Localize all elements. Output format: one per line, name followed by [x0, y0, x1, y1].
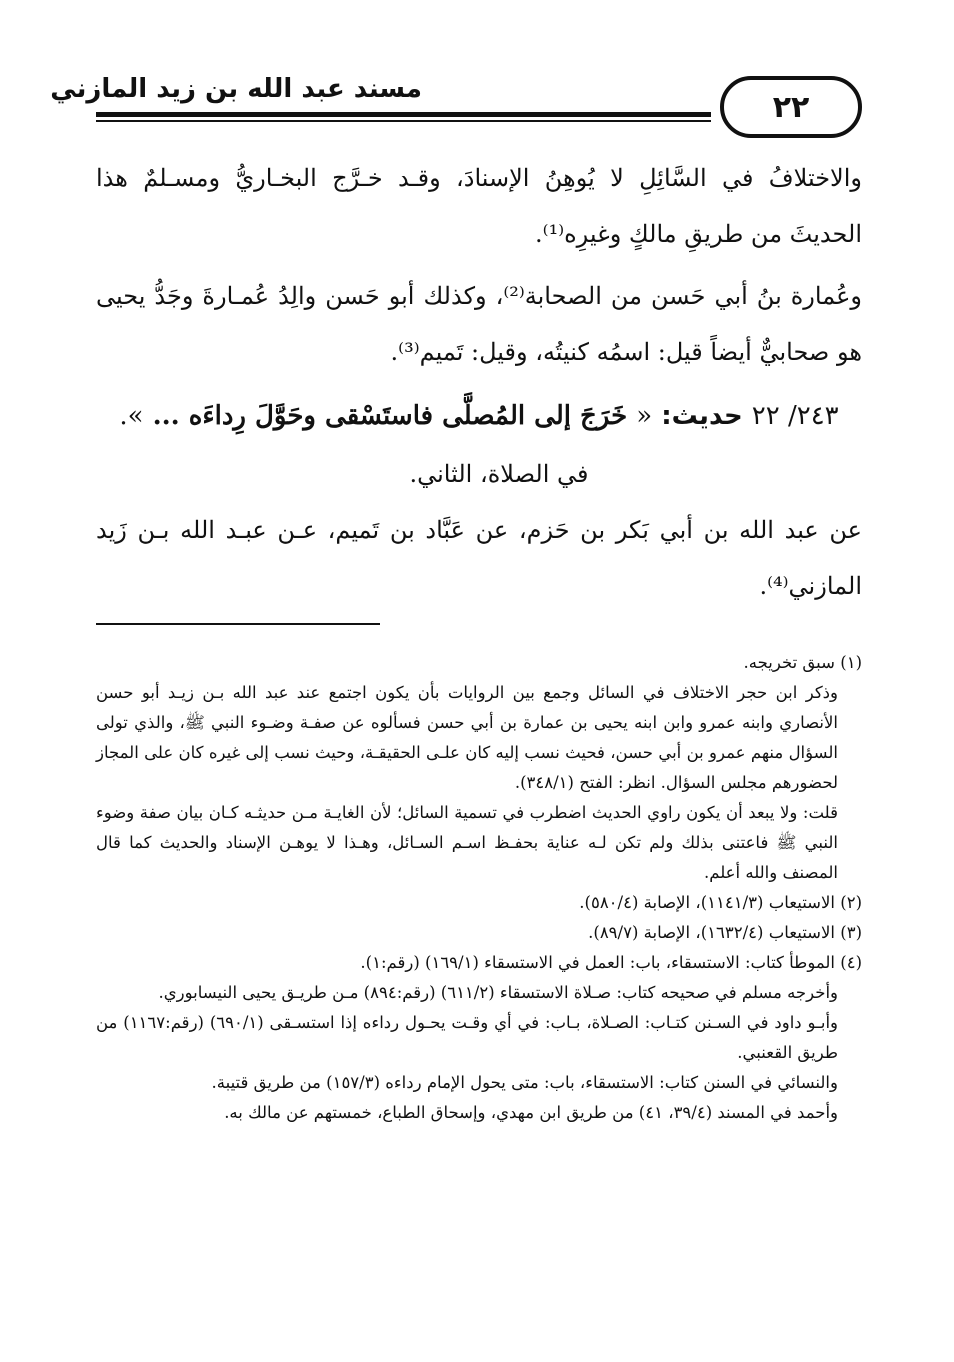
hadith-heading	[96, 386, 862, 446]
hadith-number: ٢٤٣/ ٢٢	[751, 401, 839, 431]
footnote-line: (٣) الاستيعاب (١٦٣٢/٤)، الإصابة (٨٩/٧).	[588, 923, 862, 942]
header-rule	[96, 112, 711, 117]
header-rule-thin	[96, 120, 711, 122]
paragraph-1: والاختلافُ في السَّائِلِ لا يُوهِنُ الإسنادَ، وقـد خـرَّج البخـاريُّ ومسـلمٌ هذا الحديثَ من طريقِ مالكٍ وغيرِه⁽¹⁾.	[96, 164, 862, 248]
footnote-line: قلت: ولا يبعد أن يكون راوي الحديث اضطرب في تسمية السائل؛ لأن الغايـة مـن حديثـه كـان بيان صفة وضوء النبي ﷺ فاعتنى بذلك ولم تكن لـه عناية بحفـظ اسـم السـائل، وهـذا لا يوهـن الإسناد والحديث كما قال المصنف والله أعلم.	[96, 803, 838, 882]
footnote-line: وأبـو داود في السـنن كتـاب: الصـلاة، بـاب: في أي وقـت يحـول رداءه إذا استسـقى (٦٩٠/١) (رقم:١١٦٧) من طريق القعنبي.	[96, 1013, 839, 1062]
quote-close: ».	[119, 401, 144, 431]
isnad-chain: عن عبد الله بن أبي بَكر بن حَزم، عن عَبَّاد بن تَميم، عـن عبـد الله بـن زَيد المازني⁽⁴⁾.	[96, 516, 862, 600]
footnote-divider	[96, 623, 380, 625]
footnotes	[96, 648, 862, 1128]
hadith-keyword: حديث:	[661, 401, 743, 431]
footnote-line: (٢) الاستيعاب (١١٤١/٣)، الإصابة (٥٨٠/٤).	[579, 893, 862, 912]
footnote-line: (١) سبق تخريجه.	[743, 653, 862, 672]
quote-open: «	[636, 401, 653, 431]
footnote-line: وأخرجه مسلم في صحيحه كتاب: صـلاة الاستسقاء (٦١١/٢) (رقم:٨٩٤) مـن طريـق يحيى النيسابوري.	[158, 983, 838, 1002]
footnote-line: والنسائي في السنن كتاب: الاستسقاء، باب: متى يحول الإمام رداءه (١٥٧/٣) من طريق قتيبة.	[211, 1073, 838, 1092]
book-title: مسند عبد الله بن زيد المازني	[50, 74, 422, 104]
hadith-location: في الصلاة، الثاني.	[409, 460, 589, 488]
main-text	[96, 150, 862, 620]
footnote-line: (٤) الموطأ كتاب: الاستسقاء، باب: العمل في الاستسقاء (١٦٩/١) (رقم:١).	[360, 953, 862, 972]
hadith-text: خَرَجَ إلى المُصلَّى فاستَسْقى وحَوَّلَ رِداءَه ...	[152, 401, 628, 431]
paragraph-2: وعُمارة بنُ أبي حَسن من الصحابة⁽²⁾، وكذلك أبو حَسن والِدُ عُمـارةَ وجَدُّ يحيى هو صحابيٌّ أيضاً قيل: اسمُه كنيتُه، وقيل: تَميم⁽³⁾.	[96, 282, 862, 366]
running-header	[50, 58, 862, 140]
footnote-line: وذكر ابن حجر الاختلاف في السائل وجمع بين الروايات بأن يكون اجتمع عند عبد الله بـن زيـد أبو حسن الأنصاري وابنه عمرو وابن ابنه يحيى بن عمارة بن أبي حسن فسألوه عن صفـة وضـوء النبي ﷺ، والذي تولى السؤال منهم عمرو بن أبي حسن، فحيث نسب إليه كان علـى الحقيقـة، وحيث نسب إلى غيره كان على المجاز لحضورهم مجلس السؤال. انظر: الفتح (٣٤٨/١).	[96, 683, 838, 792]
page-number-badge: ٢٢	[720, 76, 862, 138]
footnote-line: وأحمد في المسند (٣٩/٤، ٤١) من طريق ابن مهدي، وإسحاق الطباع، خمستهم عن مالك به.	[224, 1103, 838, 1122]
